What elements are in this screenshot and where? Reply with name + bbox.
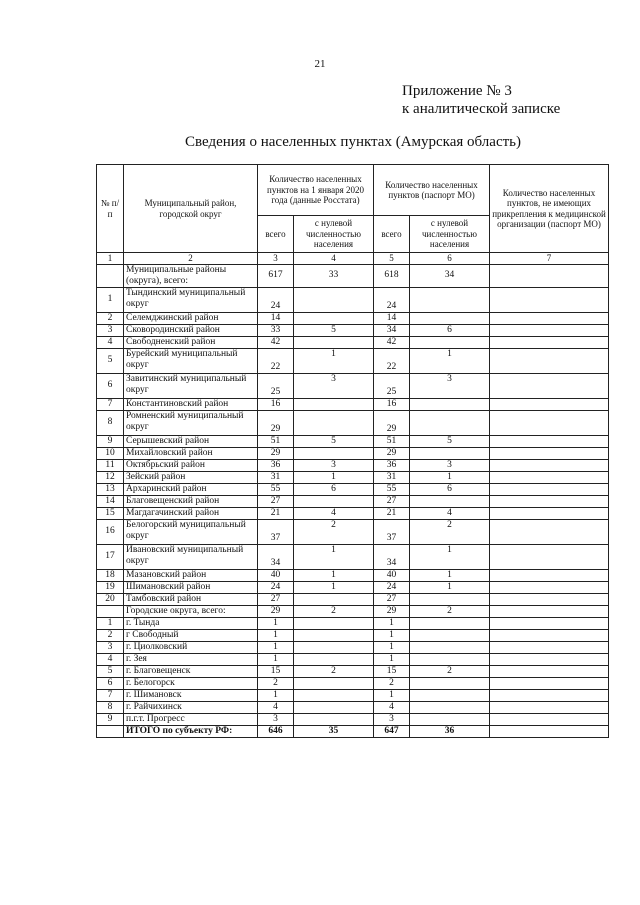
table-row xyxy=(97,264,609,287)
total-passport: 29 xyxy=(374,605,410,617)
total-passport: 21 xyxy=(374,507,410,519)
total-passport: 3 xyxy=(374,713,410,725)
row-name: Сковородинский район xyxy=(124,324,258,336)
total-rosstat: 37 xyxy=(258,519,294,544)
no-medical-count xyxy=(490,544,609,569)
zero-pop-rosstat: 2 xyxy=(294,665,374,677)
row-name: Муниципальные районы (округа), всего: xyxy=(124,264,258,287)
no-medical-count xyxy=(490,447,609,459)
zero-pop-rosstat xyxy=(294,410,374,435)
row-number: 16 xyxy=(97,519,124,544)
zero-pop-rosstat xyxy=(294,713,374,725)
row-name: п.г.т. Прогресс xyxy=(124,713,258,725)
total-passport: 1 xyxy=(374,617,410,629)
zero-pop-rosstat xyxy=(294,677,374,689)
zero-pop-passport: 1 xyxy=(410,471,490,483)
table-row xyxy=(97,519,609,544)
row-name: ИТОГО по субъекту РФ: xyxy=(124,725,258,737)
zero-pop-passport: 6 xyxy=(410,324,490,336)
row-number: 10 xyxy=(97,447,124,459)
total-rosstat: 16 xyxy=(258,398,294,410)
zero-pop-passport xyxy=(410,689,490,701)
total-rosstat: 29 xyxy=(258,410,294,435)
row-name: Шимановский район xyxy=(124,581,258,593)
total-rosstat: 1 xyxy=(258,689,294,701)
table-row xyxy=(97,348,609,373)
table-row xyxy=(97,324,609,336)
total-rosstat: 2 xyxy=(258,677,294,689)
page-number: 21 xyxy=(314,58,326,70)
row-name: г. Тында xyxy=(124,617,258,629)
column-number: 6 xyxy=(410,253,490,265)
total-passport: 29 xyxy=(374,410,410,435)
row-number: 15 xyxy=(97,507,124,519)
row-name: Ивановский муниципальный округ xyxy=(124,544,258,569)
total-rosstat: 24 xyxy=(258,287,294,312)
column-number: 2 xyxy=(124,253,258,265)
zero-pop-passport: 1 xyxy=(410,348,490,373)
row-name: Завитинский муниципальный округ xyxy=(124,373,258,398)
total-rosstat: 42 xyxy=(258,336,294,348)
zero-pop-passport xyxy=(410,713,490,725)
zero-pop-rosstat: 2 xyxy=(294,605,374,617)
table-row xyxy=(97,459,609,471)
row-number: 6 xyxy=(97,677,124,689)
table-row xyxy=(97,410,609,435)
row-name: г. Райчихинск xyxy=(124,701,258,713)
zero-pop-rosstat xyxy=(294,287,374,312)
table-row xyxy=(97,665,609,677)
zero-pop-rosstat: 1 xyxy=(294,544,374,569)
zero-pop-rosstat: 35 xyxy=(294,725,374,737)
zero-pop-rosstat: 3 xyxy=(294,373,374,398)
row-name: г. Шимановск xyxy=(124,689,258,701)
no-medical-count xyxy=(490,617,609,629)
zero-pop-rosstat xyxy=(294,701,374,713)
row-name: Константиновский район xyxy=(124,398,258,410)
total-passport: 24 xyxy=(374,581,410,593)
row-name: Мазановский район xyxy=(124,569,258,581)
row-number: 18 xyxy=(97,569,124,581)
row-number: 9 xyxy=(97,713,124,725)
table-row xyxy=(97,689,609,701)
zero-pop-passport: 1 xyxy=(410,581,490,593)
table-row xyxy=(97,483,609,495)
total-passport: 24 xyxy=(374,287,410,312)
row-number: 3 xyxy=(97,324,124,336)
total-rosstat: 617 xyxy=(258,264,294,287)
no-medical-count xyxy=(490,677,609,689)
zero-pop-passport: 1 xyxy=(410,569,490,581)
table-row xyxy=(97,713,609,725)
total-passport: 1 xyxy=(374,653,410,665)
total-rosstat: 25 xyxy=(258,373,294,398)
table-row xyxy=(97,398,609,410)
zero-pop-rosstat xyxy=(294,312,374,324)
row-number: 19 xyxy=(97,581,124,593)
table-row xyxy=(97,581,609,593)
total-passport: 14 xyxy=(374,312,410,324)
zero-pop-passport xyxy=(410,617,490,629)
row-number: 3 xyxy=(97,641,124,653)
zero-pop-rosstat: 1 xyxy=(294,348,374,373)
no-medical-count xyxy=(490,701,609,713)
row-number: 12 xyxy=(97,471,124,483)
table-row xyxy=(97,544,609,569)
total-rosstat: 40 xyxy=(258,569,294,581)
appendix-note xyxy=(402,82,560,118)
header-total-passport: всего xyxy=(374,216,410,253)
zero-pop-rosstat: 4 xyxy=(294,507,374,519)
total-passport: 647 xyxy=(374,725,410,737)
table-row xyxy=(97,605,609,617)
zero-pop-passport: 6 xyxy=(410,483,490,495)
total-passport: 2 xyxy=(374,677,410,689)
table-row xyxy=(97,287,609,312)
table-row xyxy=(97,641,609,653)
no-medical-count xyxy=(490,348,609,373)
total-rosstat: 4 xyxy=(258,701,294,713)
zero-pop-passport xyxy=(410,287,490,312)
no-medical-count xyxy=(490,581,609,593)
zero-pop-passport: 34 xyxy=(410,264,490,287)
zero-pop-rosstat xyxy=(294,495,374,507)
header-no-medical: Количество населенных пунктов, не имеющих прикрепления к медицинской организации (паспорт МО) xyxy=(490,165,609,253)
total-passport: 40 xyxy=(374,569,410,581)
total-rosstat: 31 xyxy=(258,471,294,483)
zero-pop-passport xyxy=(410,447,490,459)
no-medical-count xyxy=(490,410,609,435)
total-passport: 29 xyxy=(374,447,410,459)
table-row xyxy=(97,629,609,641)
zero-pop-rosstat xyxy=(294,593,374,605)
zero-pop-passport xyxy=(410,593,490,605)
zero-pop-passport xyxy=(410,677,490,689)
no-medical-count xyxy=(490,312,609,324)
no-medical-count xyxy=(490,605,609,617)
appendix-line-1: Приложение № 3 xyxy=(402,83,512,99)
row-name: Благовещенский район xyxy=(124,495,258,507)
table-row xyxy=(97,701,609,713)
total-rosstat: 1 xyxy=(258,629,294,641)
zero-pop-rosstat xyxy=(294,629,374,641)
header-rosstat: Количество населенных пунктов на 1 января 2020 года (данные Росстата) xyxy=(258,165,374,216)
row-number: 6 xyxy=(97,373,124,398)
no-medical-count xyxy=(490,398,609,410)
zero-pop-passport: 2 xyxy=(410,665,490,677)
total-rosstat: 55 xyxy=(258,483,294,495)
header-passport: Количество населенных пунктов (паспорт МО) xyxy=(374,165,490,216)
total-rosstat: 1 xyxy=(258,653,294,665)
total-passport: 34 xyxy=(374,544,410,569)
header-total-rosstat: всего xyxy=(258,216,294,253)
zero-pop-rosstat: 5 xyxy=(294,435,374,447)
row-name: Серышевский район xyxy=(124,435,258,447)
zero-pop-passport xyxy=(410,495,490,507)
table-row xyxy=(97,593,609,605)
no-medical-count xyxy=(490,336,609,348)
row-number xyxy=(97,605,124,617)
table-row xyxy=(97,373,609,398)
total-rosstat: 34 xyxy=(258,544,294,569)
zero-pop-rosstat: 1 xyxy=(294,581,374,593)
row-number: 2 xyxy=(97,312,124,324)
zero-pop-passport xyxy=(410,398,490,410)
zero-pop-rosstat xyxy=(294,336,374,348)
zero-pop-passport xyxy=(410,701,490,713)
total-passport: 16 xyxy=(374,398,410,410)
total-rosstat: 27 xyxy=(258,593,294,605)
row-name: Тамбовский район xyxy=(124,593,258,605)
header-num: № п/п xyxy=(97,165,124,253)
total-rosstat: 33 xyxy=(258,324,294,336)
total-rosstat: 15 xyxy=(258,665,294,677)
row-name: Магдагачинский район xyxy=(124,507,258,519)
table-row xyxy=(97,569,609,581)
row-number: 5 xyxy=(97,665,124,677)
total-rosstat: 3 xyxy=(258,713,294,725)
table-row xyxy=(97,653,609,665)
row-name: г. Благовещенск xyxy=(124,665,258,677)
row-number xyxy=(97,725,124,737)
row-number: 5 xyxy=(97,348,124,373)
no-medical-count xyxy=(490,593,609,605)
table-row xyxy=(97,336,609,348)
table-row xyxy=(97,447,609,459)
row-number: 20 xyxy=(97,593,124,605)
zero-pop-passport: 36 xyxy=(410,725,490,737)
zero-pop-passport: 5 xyxy=(410,435,490,447)
table-row xyxy=(97,617,609,629)
row-name: Михайловский район xyxy=(124,447,258,459)
total-rosstat: 27 xyxy=(258,495,294,507)
total-rosstat: 29 xyxy=(258,447,294,459)
total-passport: 618 xyxy=(374,264,410,287)
zero-pop-rosstat xyxy=(294,398,374,410)
row-name: г. Зея xyxy=(124,653,258,665)
no-medical-count xyxy=(490,569,609,581)
row-name: Бурейский муниципальный округ xyxy=(124,348,258,373)
no-medical-count xyxy=(490,324,609,336)
table-body xyxy=(97,264,609,737)
no-medical-count xyxy=(490,665,609,677)
total-passport: 36 xyxy=(374,459,410,471)
total-passport: 22 xyxy=(374,348,410,373)
total-passport: 34 xyxy=(374,324,410,336)
row-name: Ромненский муниципальный округ xyxy=(124,410,258,435)
zero-pop-rosstat: 1 xyxy=(294,471,374,483)
table-row xyxy=(97,435,609,447)
total-rosstat: 24 xyxy=(258,581,294,593)
total-passport: 27 xyxy=(374,593,410,605)
total-passport: 25 xyxy=(374,373,410,398)
table-row xyxy=(97,471,609,483)
zero-pop-rosstat: 3 xyxy=(294,459,374,471)
no-medical-count xyxy=(490,653,609,665)
zero-pop-passport: 4 xyxy=(410,507,490,519)
table-row xyxy=(97,495,609,507)
row-name: Городские округа, всего: xyxy=(124,605,258,617)
row-number: 2 xyxy=(97,629,124,641)
zero-pop-rosstat: 1 xyxy=(294,569,374,581)
no-medical-count xyxy=(490,495,609,507)
column-number: 5 xyxy=(374,253,410,265)
zero-pop-passport xyxy=(410,641,490,653)
row-name: Зейский район xyxy=(124,471,258,483)
no-medical-count xyxy=(490,471,609,483)
no-medical-count xyxy=(490,483,609,495)
row-number: 9 xyxy=(97,435,124,447)
zero-pop-rosstat xyxy=(294,653,374,665)
row-number: 1 xyxy=(97,617,124,629)
total-rosstat: 14 xyxy=(258,312,294,324)
no-medical-count xyxy=(490,689,609,701)
total-rosstat: 36 xyxy=(258,459,294,471)
zero-pop-passport: 2 xyxy=(410,605,490,617)
zero-pop-passport xyxy=(410,629,490,641)
row-number: 14 xyxy=(97,495,124,507)
total-rosstat: 22 xyxy=(258,348,294,373)
total-passport: 1 xyxy=(374,629,410,641)
row-number: 4 xyxy=(97,653,124,665)
total-passport: 55 xyxy=(374,483,410,495)
row-name: г. Белогорск xyxy=(124,677,258,689)
row-number: 7 xyxy=(97,398,124,410)
row-number: 8 xyxy=(97,701,124,713)
table-row xyxy=(97,507,609,519)
table-row xyxy=(97,312,609,324)
total-passport: 27 xyxy=(374,495,410,507)
zero-pop-passport: 2 xyxy=(410,519,490,544)
appendix-line-2: к аналитической записке xyxy=(402,101,561,117)
no-medical-count xyxy=(490,459,609,471)
total-passport: 1 xyxy=(374,641,410,653)
zero-pop-rosstat: 6 xyxy=(294,483,374,495)
no-medical-count xyxy=(490,373,609,398)
no-medical-count xyxy=(490,641,609,653)
total-passport: 51 xyxy=(374,435,410,447)
column-number: 7 xyxy=(490,253,609,265)
no-medical-count xyxy=(490,629,609,641)
column-number: 1 xyxy=(97,253,124,265)
no-medical-count xyxy=(490,713,609,725)
table-row xyxy=(97,677,609,689)
total-passport: 42 xyxy=(374,336,410,348)
header-zero-pop-rosstat: с нулевой численностью населения xyxy=(294,216,374,253)
zero-pop-rosstat xyxy=(294,689,374,701)
row-number: 17 xyxy=(97,544,124,569)
total-rosstat: 21 xyxy=(258,507,294,519)
header-zero-pop-passport: с нулевой численностью населения xyxy=(410,216,490,253)
row-name: Октябрьский район xyxy=(124,459,258,471)
zero-pop-passport xyxy=(410,410,490,435)
row-name: г Свободный xyxy=(124,629,258,641)
no-medical-count xyxy=(490,264,609,287)
zero-pop-passport xyxy=(410,312,490,324)
total-passport: 1 xyxy=(374,689,410,701)
zero-pop-rosstat: 5 xyxy=(294,324,374,336)
header-district: Муниципальный район, городской округ xyxy=(124,165,258,253)
column-number: 3 xyxy=(258,253,294,265)
total-passport: 4 xyxy=(374,701,410,713)
row-number: 7 xyxy=(97,689,124,701)
zero-pop-rosstat xyxy=(294,641,374,653)
column-number: 4 xyxy=(294,253,374,265)
row-name: Свободненский район xyxy=(124,336,258,348)
table-row xyxy=(97,725,609,737)
zero-pop-rosstat: 33 xyxy=(294,264,374,287)
row-name: Селемджинский район xyxy=(124,312,258,324)
zero-pop-rosstat: 2 xyxy=(294,519,374,544)
zero-pop-passport: 3 xyxy=(410,459,490,471)
total-rosstat: 29 xyxy=(258,605,294,617)
zero-pop-passport xyxy=(410,653,490,665)
no-medical-count xyxy=(490,287,609,312)
total-rosstat: 51 xyxy=(258,435,294,447)
row-name: Белогорский муниципальный округ xyxy=(124,519,258,544)
total-rosstat: 1 xyxy=(258,641,294,653)
zero-pop-rosstat xyxy=(294,447,374,459)
total-passport: 15 xyxy=(374,665,410,677)
row-number: 13 xyxy=(97,483,124,495)
zero-pop-passport xyxy=(410,336,490,348)
total-passport: 37 xyxy=(374,519,410,544)
zero-pop-passport: 3 xyxy=(410,373,490,398)
row-number: 4 xyxy=(97,336,124,348)
no-medical-count xyxy=(490,725,609,737)
row-name: Тындинский муниципальный округ xyxy=(124,287,258,312)
no-medical-count xyxy=(490,435,609,447)
no-medical-count xyxy=(490,519,609,544)
row-number xyxy=(97,264,124,287)
row-number: 8 xyxy=(97,410,124,435)
no-medical-count xyxy=(490,507,609,519)
zero-pop-rosstat xyxy=(294,617,374,629)
row-number: 11 xyxy=(97,459,124,471)
row-number: 1 xyxy=(97,287,124,312)
total-rosstat: 646 xyxy=(258,725,294,737)
total-passport: 31 xyxy=(374,471,410,483)
total-rosstat: 1 xyxy=(258,617,294,629)
row-name: Архаринский район xyxy=(124,483,258,495)
document-title: Сведения о населенных пунктах (Амурская область) xyxy=(185,134,521,150)
zero-pop-passport: 1 xyxy=(410,544,490,569)
settlements-table xyxy=(96,164,609,738)
row-name: г. Циолковский xyxy=(124,641,258,653)
